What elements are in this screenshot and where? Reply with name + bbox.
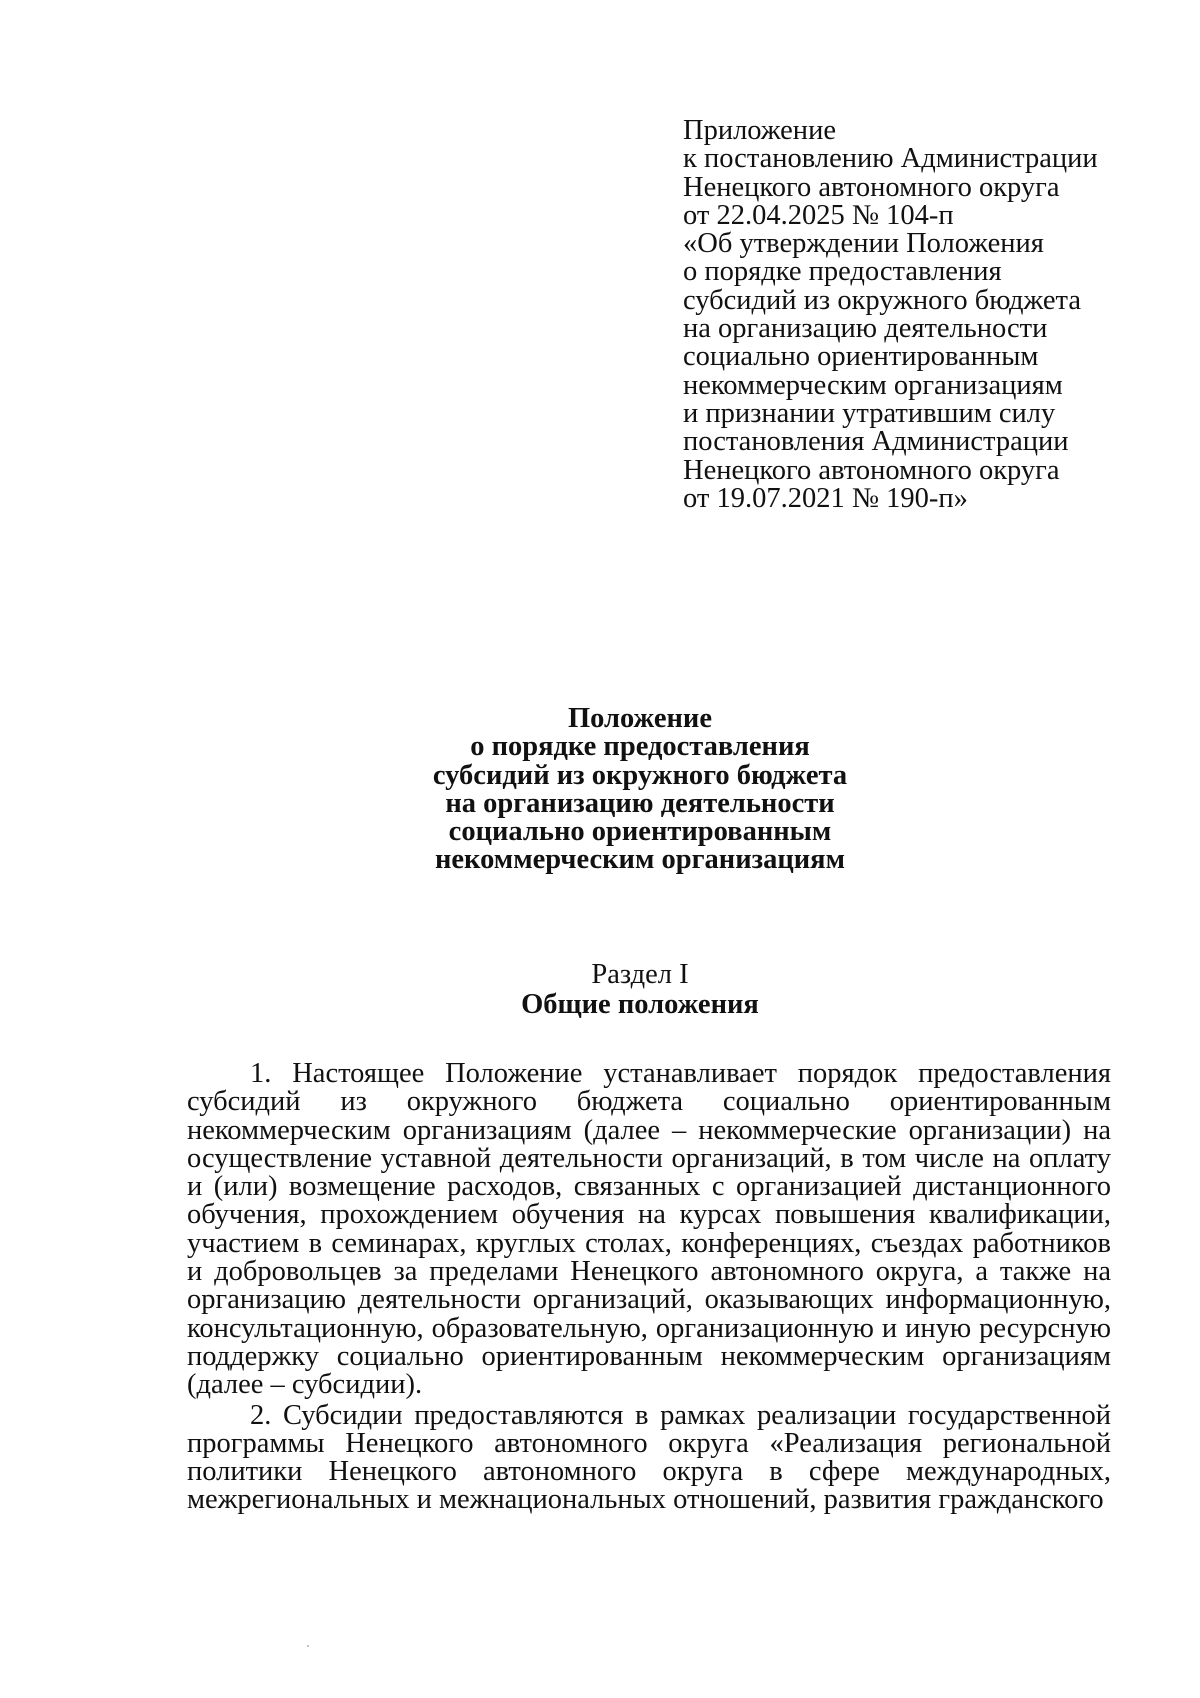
appendix-line: и признании утратившим силу — [683, 397, 1056, 429]
appendix-line: постановления Администрации — [683, 426, 1069, 458]
appendix-line: от 22.04.2025 № 104-п — [683, 199, 954, 231]
appendix-line: на организацию деятельности — [683, 313, 1048, 345]
section-number: Раздел I — [591, 959, 689, 990]
title-line: на организацию деятельности — [445, 787, 835, 819]
appendix-line: Ненецкого автономного округа — [683, 454, 1060, 486]
title-line: о порядке предоставления — [470, 731, 810, 763]
appendix-line: социально ориентированным — [683, 341, 1039, 373]
appendix-line: Ненецкого автономного округа — [683, 171, 1060, 203]
appendix-block — [683, 117, 1123, 513]
appendix-line: «Об утверждении Положения — [683, 228, 1044, 260]
appendix-line: к постановлению Администрации — [683, 143, 1098, 175]
document-body — [187, 1060, 1111, 1517]
paragraph: 2. Субсидии предоставляются в рамках реализации государственной программы Ненецкого автономного округа «Реализация региональной политики Ненецкого автономного округа в сфере международных, межрегиональных и межнациональных отношений, развития гражданского — [187, 1399, 1111, 1516]
section-heading — [330, 960, 950, 1020]
title-line: социально ориентированным — [448, 816, 832, 848]
appendix-line: о порядке предоставления — [683, 256, 1002, 288]
paragraph: 1. Настоящее Положение устанавливает порядок предоставления субсидий из окружного бюджета социально ориентированным некоммерческим организациям (далее – некоммерческие организации) на осуществление уставной деятельности организаций, в том числе на оплату и (или) возмещение расходов, связанных с организацией дистанционного обучения, прохождением обучения на курсах повышения квалификации, участием в семинарах, круглых столах, конференциях, съездах работников и добровольцев за пределами Ненецкого автономного округа, а также на организацию деятельности организаций, оказывающих информационную, консультационную, образовательную, организационную и иную ресурсную поддержку социально ориентированным некоммерческим организациям (далее – субсидии). — [187, 1058, 1111, 1401]
section-name: Общие положения — [521, 989, 759, 1020]
appendix-line: субсидий из окружного бюджета — [683, 284, 1081, 316]
appendix-line: некоммерческим организациям — [683, 369, 1063, 401]
appendix-line: от 19.07.2021 № 190-п» — [683, 482, 968, 514]
document-title — [330, 705, 950, 875]
appendix-line: Приложение — [683, 115, 836, 146]
scan-speck — [307, 1645, 309, 1647]
title-line: Положение — [567, 703, 712, 734]
title-line: некоммерческим организациям — [434, 844, 846, 876]
title-line: субсидий из окружного бюджета — [432, 759, 848, 791]
